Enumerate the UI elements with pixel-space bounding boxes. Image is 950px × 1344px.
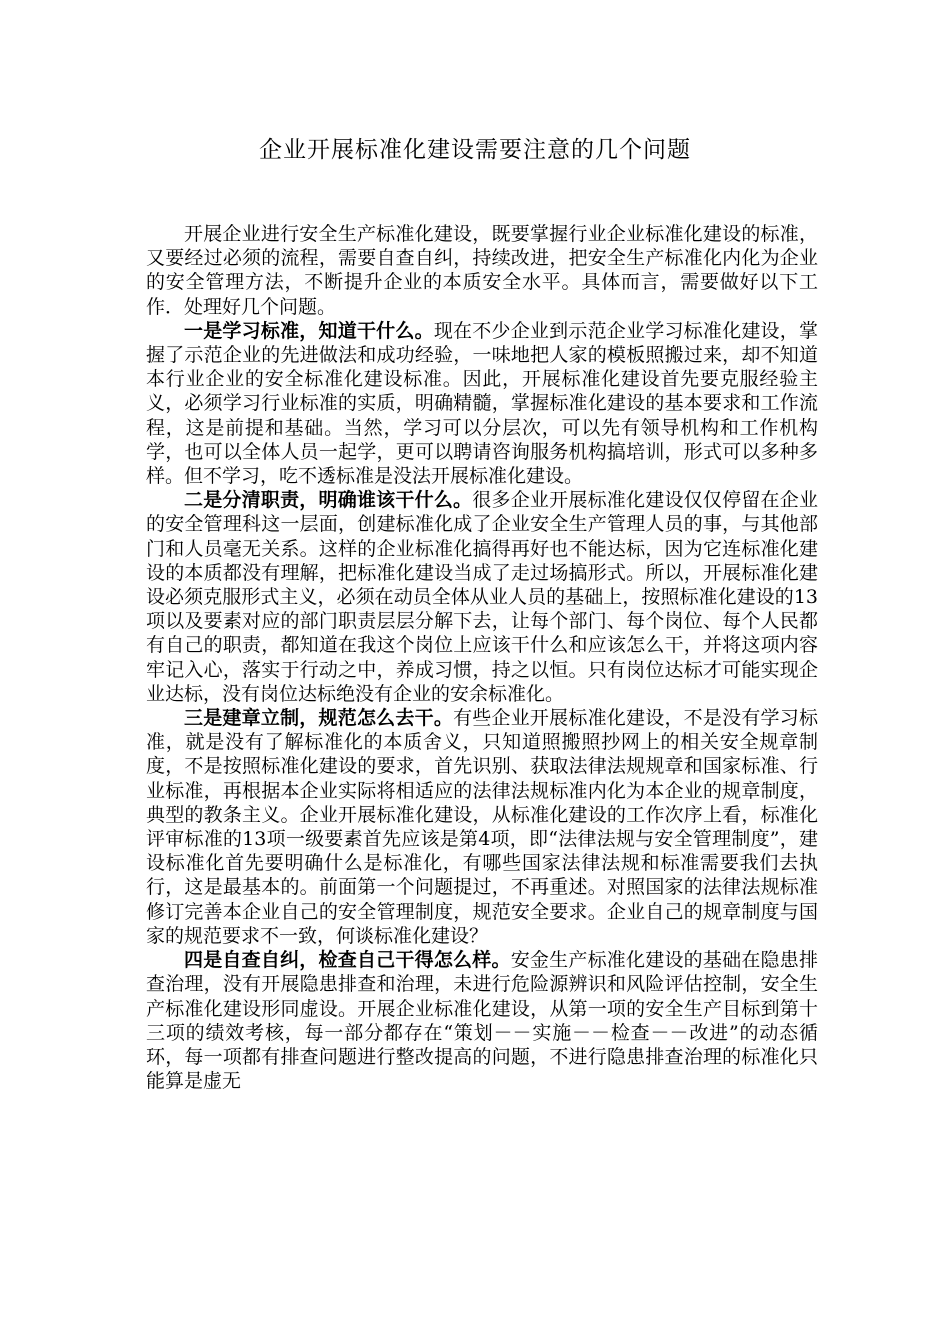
section-paragraph-4 [146,948,818,1093]
section-paragraph-3 [146,706,818,948]
document-body [146,222,818,1093]
section-paragraph-2 [146,488,818,706]
section-heading-2: 二是分清职责，明确谁该干什么。 [184,489,473,512]
section-text-4: 安金生产标准化建设的基础在隐患排查治理，没有开展隐患排查和治理，未进行危险源辨识和风险评估控制，安全生产标准化建设形同虚设。开展企业标准化建设，从第一项的安全生产目标到第十三项的绩效考核，每一部分都存在“策划－－实施－－检查－－改进”的动态循环，每一项都有排查问题进行整改提高的问题，不进行隐患排查治理的标准化只能算是虚无 [146,949,818,1093]
intro-paragraph: 开展企业进行安全生产标准化建设，既要掌握行业企业标准化建设的标准，又要经过必须的流程，需要自查自纠，持续改进，把安全生产标准化内化为企业的安全管理方法，不断提升企业的本质安全水平。具体而言，需要做好以下工作．处理好几个问题。 [146,223,818,318]
section-text-2: 很多企业开展标准化建设仅仅停留在企业的安全管理科这一层面，创建标准化成了企业安全生产管理人员的事，与其他部门和人员毫无关系。这样的企业标准化搞得再好也不能达标，因为它连标准化建设的本质都没有理解，把标准化建设当成了走过场搞形式。所以，开展标准化建设必须克服形式主义，必须在动员全体从业人员的基础上，按照标准化建设的13项以及要素对应的部门职责层层分解下去，让每个部门、每个岗位、每个人民都有自己的职责，都知道在我这个岗位上应该干什么和应该怎么干，并将这项内容牢记入心，落实于行动之中，养成习惯，持之以恒。只有岗位达标才可能实现企业达标，没有岗位达标绝没有企业的安余标准化。 [146,489,818,705]
section-heading-4: 四是自查自纠，检查自己干得怎么样。 [184,949,511,972]
section-heading-3: 三是建章立制，规范怎么去干。 [184,707,454,730]
section-heading-1: 一是学习标准，知道干什么。 [184,319,434,342]
document-title: 企业开展标准化建设需要注意的几个问题 [259,137,691,163]
section-text-3: 有些企业开展标准化建设，不是没有学习标准，就是没有了解标准化的本质舍义，只知道照搬照抄网上的相关安全规章制度，不是按照标准化建设的要求，首先识别、获取法律法规规章和国家标准、行业标准，再根据本企业实际将相适应的法律法规标准内化为本企业的规章制度，典型的教条主义。企业开展标准化建设，从标准化建设的工作次序上看，标准化评审标准的13项一级要素首先应该是第4项，即“法律法规与安全管理制度”，建设标准化首先要明确什么是标准化，有哪些国家法律法规和标准需要我们去执行，这是最基本的。前面第一个问题提过，不再重述。对照国家的法律法规标准修订完善本企业自己的安全管理制度，规范安全要求。企业自己的规章制度与国家的规范要求不一致，何谈标准化建设？ [146,707,818,947]
section-text-1: 现在不少企业到示范企业学习标准化建设，掌握了示范企业的先进做法和成功经验，一味地把人家的模板照搬过来，却不知道本行业企业的安全标准化建设标准。因此，开展标准化建设首先要克服经验主义，必须学习行业标准的实质，明确精髓，掌握标准化建设的基本要求和工作流程，这是前提和基础。当然，学习可以分层次，可以先有领导机构和工作机构学，也可以全体人员一起学，更可以聘请咨询服务机构搞培训，形式可以多种多样。但不学习，吃不透标准是没法开展标准化建设。 [146,319,818,488]
section-paragraph-1 [146,319,818,488]
